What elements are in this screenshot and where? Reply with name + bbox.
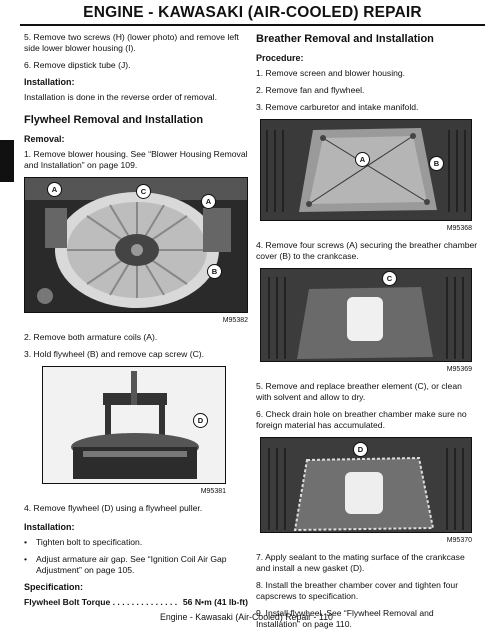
breather-step-3: 3. Remove carburetor and intake manifold. [256,102,419,112]
step-6: 6. Remove dipstick tube (J). [24,60,131,70]
callout-b: B [429,156,444,171]
list-item: • Adjust armature air gap. See “Ignition Coil Air Gap Adjustment” on page 105. [24,554,227,575]
figure-breather-gasket [260,437,472,533]
callout-c: C [136,184,151,199]
torque-spec [24,597,248,608]
flywheel-step-2: 2. Remove both armature coils (A). [24,332,158,342]
callout-c: C [382,271,397,286]
figure-flywheel-armature [24,177,248,313]
callout-a: A [47,182,62,197]
flywheel-heading: Flywheel Removal and Installation [24,114,204,126]
procedure-heading: Procedure: [256,53,304,63]
flywheel-step-4: 4. Remove flywheel (D) using a flywheel puller. [24,503,203,513]
figure-flywheel-puller [42,366,226,484]
breather-step-6: 6. Check drain hole on breather chamber make sure no foreign material has accumulated. [256,409,467,430]
callout-d: D [193,413,208,428]
breather-step-4: 4. Remove four screws (A) securing the breather chamber cover (B) to the crankcase. [256,240,478,261]
page-footer: Engine - Kawasaki (Air-Cooled) Repair - 110 [160,612,333,622]
breather-step-5: 5. Remove and replace breather element (C), or clean with solvent and allow to dry. [256,381,462,402]
step-5: 5. Remove two screws (H) (lower photo) and remove left side lower blower housing (I). [24,32,239,53]
installation-text: Installation is done in the reverse order of removal. [24,92,217,102]
breather-step-8: 8. Install the breather chamber cover and tighten four capscrews to specification. [256,580,459,601]
breather-step-7: 7. Apply sealant to the mating surface of the crankcase and install a new gasket (D). [256,552,465,573]
torque-label: Flywheel Bolt Torque . . . . . . . . . . . . . . [24,597,178,607]
breather-step-9: 9. Install flywheel. See “Flywheel Removal and Installation” on page 110. [256,608,434,629]
callout-d: D [353,442,368,457]
breather-element-photo [261,269,471,361]
figure-number: M95370 [446,537,472,544]
flywheel-step-1: 1. Remove blower housing. See “Blower Housing Removal and Installation” on page 109. [24,149,248,170]
figure-breather-element [260,268,472,362]
figure-number: M95368 [446,225,472,232]
list-item: • Tighten bolt to specification. [24,537,143,547]
callout-a-2: A [201,194,216,209]
installation-heading: Installation: [24,77,75,87]
right-column [256,32,478,636]
callout-a: A [355,152,370,167]
callout-b: B [207,264,222,279]
breather-heading: Breather Removal and Installation [256,33,434,45]
figure-number: M95382 [222,317,248,324]
section-tab [0,140,14,182]
breather-step-2: 2. Remove fan and flywheel. [256,85,365,95]
removal-heading: Removal: [24,134,65,144]
installation-heading-2: Installation: [24,522,75,532]
figure-number: M95369 [446,366,472,373]
flywheel-step-3: 3. Hold flywheel (B) and remove cap screw (C). [24,349,205,359]
figure-number: M95381 [200,488,226,495]
figure-breather-cover [260,119,472,221]
breather-step-1: 1. Remove screen and blower housing. [256,68,406,78]
page-header: ENGINE - KAWASAKI (AIR-COOLED) REPAIR [20,4,485,26]
torque-value: 56 N•m (41 lb-ft) [182,597,248,607]
left-column [24,32,248,608]
specification-heading: Specification: [24,582,84,592]
